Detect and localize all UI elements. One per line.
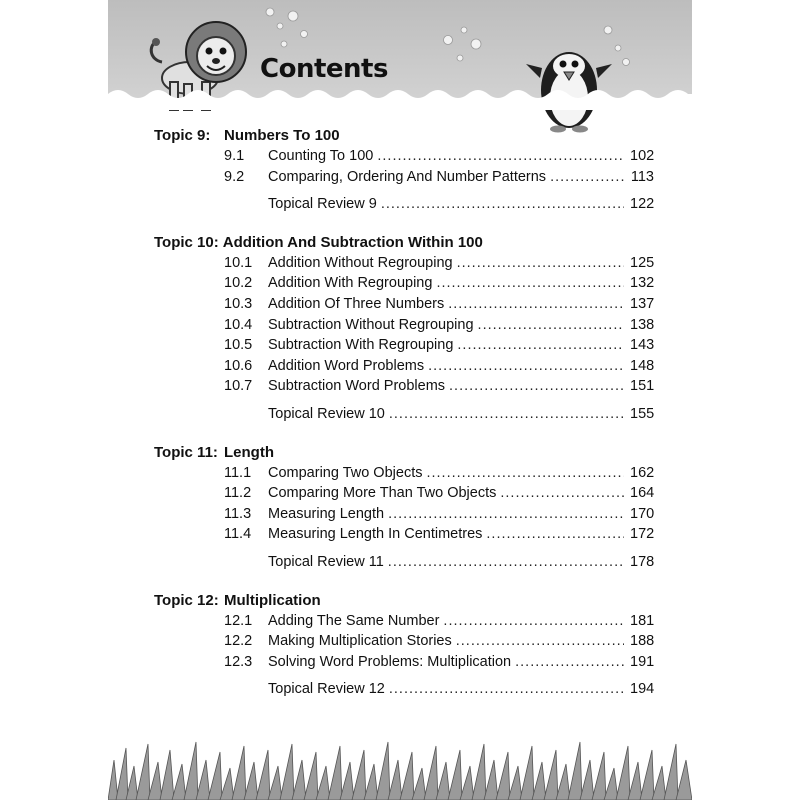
section-number: 10.7 — [224, 378, 253, 395]
toc-entry[interactable] — [154, 315, 654, 336]
page-number: 138 — [630, 316, 655, 333]
section-number: 12.3 — [224, 653, 253, 670]
dot-leader — [500, 483, 624, 504]
page-number: 137 — [630, 295, 655, 312]
topic-number: Topic 12: — [154, 591, 219, 609]
section-number: 10.2 — [224, 275, 253, 292]
section-number: 10.1 — [224, 254, 253, 271]
topic-title: Addition And Subtraction Within 100 — [222, 233, 483, 251]
topic-10 — [154, 233, 654, 425]
page-number: 162 — [630, 464, 655, 481]
page-number: 155 — [630, 405, 655, 422]
page-number: 181 — [630, 612, 655, 629]
dot-leader — [377, 146, 624, 167]
dot-leader — [388, 552, 624, 573]
toc-entry[interactable] — [154, 335, 654, 356]
page-number: 170 — [630, 505, 655, 522]
toc-entry[interactable] — [154, 167, 654, 188]
toc-entry[interactable] — [154, 294, 654, 315]
table-of-contents — [154, 126, 654, 718]
topic-number: Topic 10: — [154, 233, 219, 251]
toc-entry[interactable] — [154, 253, 654, 274]
toc-entry[interactable] — [154, 146, 654, 167]
page-number: 102 — [630, 148, 655, 164]
page-number: 172 — [630, 526, 655, 543]
dot-leader — [436, 273, 624, 294]
section-number: 10.3 — [224, 295, 253, 312]
section-number: 11.1 — [224, 464, 252, 481]
topical-review-entry[interactable] — [154, 679, 654, 700]
toc-entry[interactable] — [154, 652, 654, 673]
topic-11 — [154, 443, 654, 573]
topic-number: Topic 9: — [154, 127, 211, 144]
topic-heading — [154, 443, 654, 463]
topical-review-entry[interactable] — [154, 404, 654, 425]
section-number: 9.2 — [224, 168, 245, 185]
section-title: Addition With Regrouping — [268, 275, 433, 292]
review-title: Topical Review 11 — [268, 553, 384, 570]
page-number: 194 — [630, 681, 655, 698]
toc-entry[interactable] — [154, 356, 654, 377]
contents-page — [108, 0, 692, 800]
dot-leader — [389, 679, 624, 700]
section-number: 10.4 — [224, 316, 253, 333]
section-title: Counting To 100 — [268, 148, 374, 164]
section-title: Subtraction Word Problems — [268, 378, 446, 395]
toc-entry[interactable] — [154, 376, 654, 397]
section-title: Making Multiplication Stories — [268, 633, 452, 650]
section-title: Comparing, Ordering And Number Patterns — [268, 168, 547, 185]
dot-leader — [478, 315, 624, 336]
toc-entry[interactable] — [154, 631, 654, 652]
dot-leader — [456, 631, 624, 652]
section-title: Adding The Same Number — [268, 612, 440, 629]
page-number: 178 — [630, 553, 655, 570]
section-title: Addition Word Problems — [268, 357, 425, 374]
topic-number: Topic 11: — [154, 443, 218, 461]
section-title: Measuring Length — [268, 505, 385, 522]
dot-leader — [449, 376, 624, 397]
page-number: 148 — [630, 357, 655, 374]
dot-leader — [550, 167, 624, 188]
review-title: Topical Review 10 — [268, 405, 385, 422]
section-title: Addition Of Three Numbers — [268, 295, 445, 312]
topic-9 — [154, 126, 654, 215]
page-number: 132 — [630, 275, 655, 292]
page-number: 164 — [630, 485, 655, 502]
section-number: 11.3 — [224, 505, 252, 522]
dot-leader — [457, 253, 624, 274]
toc-entry[interactable] — [154, 611, 654, 632]
grass-icon — [108, 740, 692, 800]
dot-leader — [486, 524, 624, 545]
topical-review-entry[interactable] — [154, 194, 654, 215]
toc-entry[interactable] — [154, 524, 654, 545]
section-number: 11.4 — [224, 526, 252, 543]
section-number: 10.6 — [224, 357, 253, 374]
page-number: 125 — [630, 254, 655, 271]
topic-heading — [154, 233, 654, 253]
page-number: 151 — [630, 378, 655, 395]
section-number: 10.5 — [224, 337, 253, 354]
dot-leader — [515, 652, 624, 673]
section-title: Comparing More Than Two Objects — [268, 485, 497, 502]
toc-entry[interactable] — [154, 483, 654, 504]
review-title: Topical Review 12 — [268, 681, 385, 698]
page-number: 122 — [630, 196, 655, 213]
section-title: Measuring Length In Centimetres — [268, 526, 483, 543]
dot-leader — [389, 404, 624, 425]
topic-title: Numbers To 100 — [224, 127, 340, 144]
topic-12 — [154, 591, 654, 700]
dot-leader — [388, 504, 624, 525]
topic-heading — [154, 126, 654, 146]
wave-border — [108, 84, 692, 110]
section-title: Comparing Two Objects — [268, 464, 423, 481]
header-banner — [108, 0, 692, 110]
dot-leader — [448, 294, 624, 315]
section-number: 9.1 — [224, 148, 245, 164]
dot-leader — [381, 194, 624, 215]
topic-title: Multiplication — [224, 591, 321, 609]
review-title: Topical Review 9 — [268, 196, 377, 213]
topic-title: Length — [224, 443, 274, 461]
page-number: 113 — [630, 168, 654, 185]
section-number: 11.2 — [224, 485, 252, 502]
dot-leader — [426, 463, 624, 484]
toc-entry[interactable] — [154, 463, 654, 484]
page-number: 191 — [630, 653, 655, 670]
section-title: Subtraction Without Regrouping — [268, 316, 474, 333]
topical-review-entry[interactable] — [154, 552, 654, 573]
page-number: 188 — [630, 633, 655, 650]
page-number: 143 — [630, 337, 655, 354]
toc-entry[interactable] — [154, 273, 654, 294]
dot-leader — [443, 611, 624, 632]
toc-entry[interactable] — [154, 504, 654, 525]
section-number: 12.1 — [224, 612, 253, 629]
topic-heading — [154, 591, 654, 611]
dot-leader — [457, 335, 624, 356]
section-title: Solving Word Problems: Multiplication — [268, 653, 512, 670]
section-title: Subtraction With Regrouping — [268, 337, 454, 354]
page-title: Contents — [260, 54, 388, 84]
section-title: Addition Without Regrouping — [268, 254, 453, 271]
dot-leader — [428, 356, 624, 377]
section-number: 12.2 — [224, 633, 253, 650]
